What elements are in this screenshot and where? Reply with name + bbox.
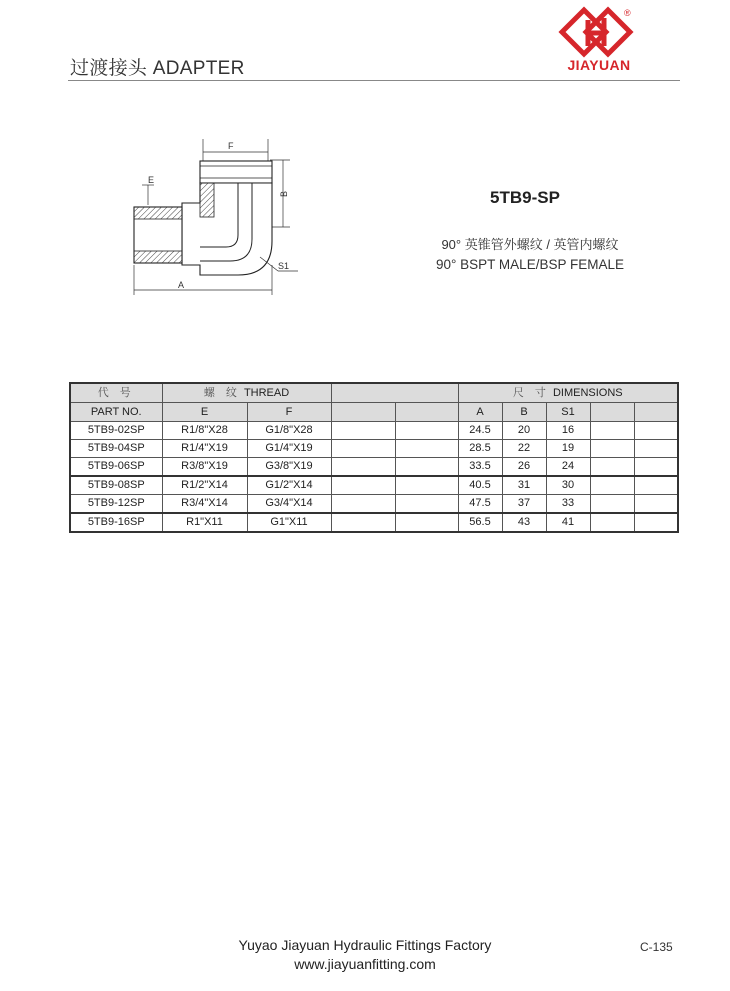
cell-f: G1/4"X19 — [247, 440, 331, 458]
cell-b: 22 — [502, 440, 546, 458]
cell-part: 5TB9-12SP — [70, 495, 162, 514]
spec-table — [69, 382, 679, 533]
header-b: B — [502, 403, 546, 422]
header-code-cn: 代 号 — [70, 383, 162, 403]
cell-a: 47.5 — [458, 495, 502, 514]
cell-b: 43 — [502, 513, 546, 532]
header-dimensions: 尺 寸 DIMENSIONS — [458, 383, 678, 403]
cell-s1: 41 — [546, 513, 590, 532]
header-part-no: PART NO. — [70, 403, 162, 422]
cell-part: 5TB9-08SP — [70, 476, 162, 495]
cell-a: 40.5 — [458, 476, 502, 495]
cell-e: R3/4"X14 — [162, 495, 247, 514]
table-row — [70, 422, 678, 440]
cell-a: 33.5 — [458, 458, 502, 477]
table-row — [70, 458, 678, 477]
footer-company: Yuyao Jiayuan Hydraulic Fittings Factory — [238, 937, 492, 953]
table-row — [70, 495, 678, 514]
cell-e: R1/4"X19 — [162, 440, 247, 458]
product-description-cn: 90° 英锥管外螺纹 / 英管内螺纹 — [441, 237, 619, 252]
cell-e: R1"X11 — [162, 513, 247, 532]
cell-e: R1/2"X14 — [162, 476, 247, 495]
cell-e: R3/8"X19 — [162, 458, 247, 477]
header-empty — [634, 403, 678, 422]
cell-a: 24.5 — [458, 422, 502, 440]
table-row — [70, 476, 678, 495]
label-b: B — [279, 190, 289, 197]
page-title: 过渡接头 ADAPTER — [70, 58, 245, 79]
cell-b: 26 — [502, 458, 546, 477]
header-divider — [68, 80, 680, 81]
fitting-drawing — [120, 135, 320, 305]
registered-mark: ® — [624, 8, 631, 18]
header-blank — [331, 383, 458, 403]
table-row — [70, 440, 678, 458]
header-f: F — [247, 403, 331, 422]
header-empty — [395, 403, 458, 422]
header-empty — [331, 403, 395, 422]
header-e: E — [162, 403, 247, 422]
cell-part: 5TB9-04SP — [70, 440, 162, 458]
header-empty — [590, 403, 634, 422]
header-a: A — [458, 403, 502, 422]
product-model: 5TB9-SP — [490, 188, 560, 207]
table-header-row — [70, 383, 678, 403]
header-s1: S1 — [546, 403, 590, 422]
cell-s1: 33 — [546, 495, 590, 514]
cell-b: 37 — [502, 495, 546, 514]
cell-a: 56.5 — [458, 513, 502, 532]
label-f: F — [228, 141, 234, 151]
header-thread: 螺 纹 THREAD — [162, 383, 331, 403]
cell-f: G1/8"X28 — [247, 422, 331, 440]
cell-a: 28.5 — [458, 440, 502, 458]
cell-part: 5TB9-16SP — [70, 513, 162, 532]
cell-part: 5TB9-02SP — [70, 422, 162, 440]
logo-text: JIAYUAN — [567, 57, 631, 73]
cell-f: G1/2"X14 — [247, 476, 331, 495]
cell-f: G1"X11 — [247, 513, 331, 532]
label-s1: S1 — [278, 261, 290, 271]
cell-f: G3/4"X14 — [247, 495, 331, 514]
cell-b: 31 — [502, 476, 546, 495]
cell-part: 5TB9-06SP — [70, 458, 162, 477]
footer-website: www.jiayuanfitting.com — [294, 956, 436, 972]
cell-s1: 30 — [546, 476, 590, 495]
page-number: C-135 — [640, 940, 673, 954]
product-description-en: 90° BSPT MALE/BSP FEMALE — [436, 257, 624, 272]
cell-s1: 16 — [546, 422, 590, 440]
table-row — [70, 513, 678, 532]
cell-b: 20 — [502, 422, 546, 440]
cell-e: R1/8"X28 — [162, 422, 247, 440]
cell-s1: 24 — [546, 458, 590, 477]
table-subheader-row — [70, 403, 678, 422]
label-a: A — [178, 280, 185, 290]
cell-f: G3/8"X19 — [247, 458, 331, 477]
label-e: E — [148, 175, 155, 185]
cell-s1: 19 — [546, 440, 590, 458]
